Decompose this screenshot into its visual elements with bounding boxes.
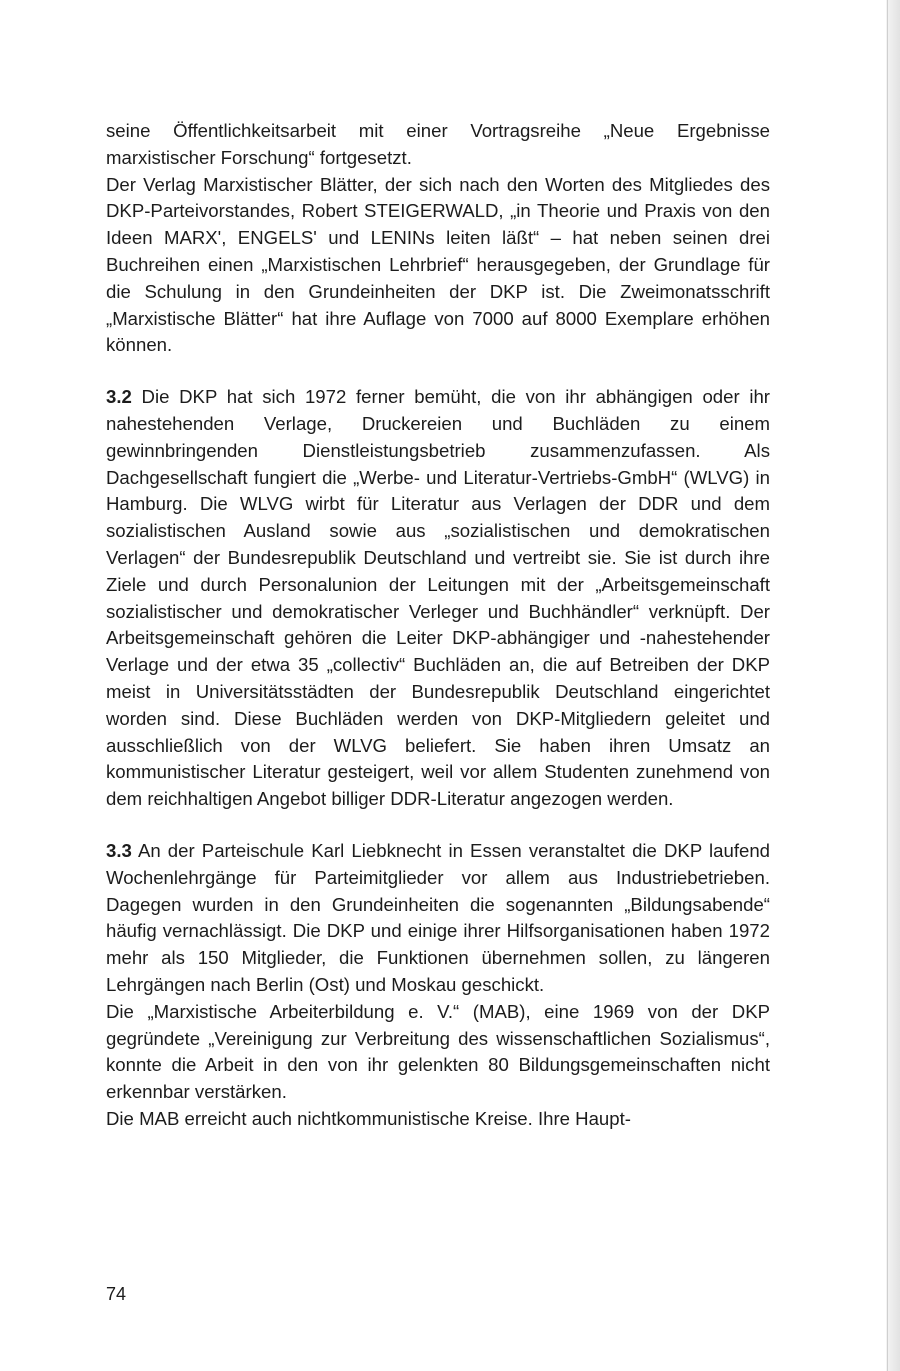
paragraph-text: Die „Marxistische Arbeiterbildung e. V.“ (MAB), eine 1969 von der DKP gegründete „Vereinigung zur Verbreitung des wissenschaftlichen Sozialismus“, konnte die Arbeit in den von ihr gelenkten 80 Bildungsgemeinschaften nicht erkennbar verstärken. — [106, 1000, 770, 1103]
page-body — [106, 118, 770, 1133]
paragraph-mab-continued — [106, 1106, 770, 1133]
paragraph-text: Der Verlag Marxistischer Blätter, der sich nach den Worten des Mitgliedes des DKP-Parteivorstandes, Robert STEIGERWALD, „in Theorie und Praxis von den Ideen MARX', ENGELS' und LENINs leiten läßt“ – hat neben seinen drei Buchreihen einen „Marxistischen Lehrbrief“ herausgegeben, der Grundlage für die Schulung in den Grundeinheiten der DKP ist. Die Zweimonatsschrift „Marxistische Blätter“ hat ihre Auflage von 7000 auf 8000 Exemplare erhöhen können. — [106, 173, 770, 356]
page-number: 74 — [106, 1284, 127, 1304]
paragraph-text: Die DKP hat sich 1972 ferner bemüht, die von ihr abhängigen oder ihr nahestehenden Verlage, Druckereien und Buchläden zu einem gewinnbringenden Dienstleistungsbetrieb zusammenzufassen. Als Dachgesellschaft fungiert die „Werbe- und Literatur-Vertriebs-GmbH“ (WLVG) in Hamburg. Die WLVG wirbt für Literatur aus Verlagen der DDR und dem sozialistischen Ausland sowie aus „sozialistischen und demokratischen Verlagen“ der Bundesrepublik Deutschland und vertreibt sie. Sie ist durch ihre Ziele und durch Personalunion der Leitungen mit der „Arbeitsgemeinschaft sozialistischer und demokratischer Verleger und Buchhändler“ verknüpft. Der Arbeitsgemeinschaft gehören die Leiter DKP-abhängiger und -nahestehender Verlage und der etwa 35 „collectiv“ Buchläden an, die auf Betreiben der DKP meist in Universitätsstädten der Bundesrepublik Deutschland eingerichtet worden sind. Diese Buchläden werden von DKP-Mitgliedern geleitet und ausschließlich von der WLVG beliefert. Sie haben ihren Umsatz an kommunistischer Literatur gesteigert, weil vor allem Studenten zunehmend von dem reichhaltigen Angebot billiger DDR-Literatur angezogen werden. — [106, 386, 771, 810]
paragraph-text: Die MAB erreicht auch nichtkommunistische Kreise. Ihre Haupt- — [106, 1107, 631, 1129]
paragraph-mab — [106, 999, 770, 1106]
paragraph-continuation — [106, 118, 770, 172]
section-3-3 — [106, 838, 770, 999]
section-3-2 — [106, 384, 770, 813]
paragraph-text: seine Öffentlichkeitsarbeit mit einer Vortragsreihe „Neue Ergebnisse marxistischer Forschung“ fortgesetzt. — [106, 120, 770, 168]
section-number: 3.2 — [106, 386, 132, 408]
section-number: 3.3 — [106, 839, 132, 861]
scan-page-edge — [886, 0, 900, 1371]
paragraph-text: An der Parteischule Karl Liebknecht in Essen veranstaltet die DKP laufend Wochenlehrgänge für Parteimitglieder vor allem aus Industriebetrieben. Dagegen wurden in den Grundeinheiten die sogenannten „Bildungsabende“ häufig vernachlässigt. Die DKP und einige ihrer Hilfsorganisationen haben 1972 mehr als 150 Mitglieder, die Funktionen übernehmen sollen, zu längeren Lehrgängen nach Berlin (Ost) und Moskau geschickt. — [106, 839, 771, 995]
paragraph-verlag-marxistischer-blaetter — [106, 172, 770, 360]
scan-edge-line — [887, 0, 888, 1371]
